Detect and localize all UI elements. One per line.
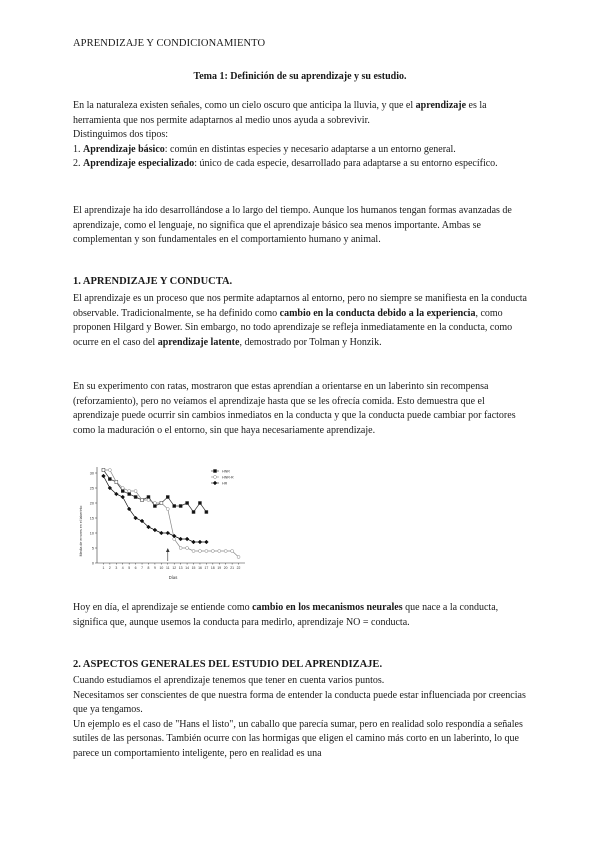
type-specialized-text: : único de cada especie, desarrollado para adaptarse a su entorno específico. xyxy=(194,158,498,170)
data-point-hnr-r xyxy=(205,550,208,553)
type-basic xyxy=(73,143,533,158)
y-tick-label: 0 xyxy=(91,561,94,566)
x-tick-label: 13 xyxy=(178,566,183,570)
type-basic-number: 1. xyxy=(73,143,83,155)
data-point-hnr-r xyxy=(211,550,214,553)
s1-p3-bold: cambio en los mecanismos neurales xyxy=(252,602,403,613)
data-point-hnr-r xyxy=(108,469,111,472)
data-point-hnr-r xyxy=(166,508,169,511)
data-point-hnr xyxy=(205,511,208,514)
data-point-hnr xyxy=(128,493,131,496)
data-point-hnr-r xyxy=(224,550,227,553)
x-tick-label: 3 xyxy=(115,566,118,570)
section-2-heading: 2. ASPECTOS GENERALES DEL ESTUDIO DEL APRENDIZAJE. xyxy=(73,659,383,670)
x-tick-label: 19 xyxy=(217,566,222,570)
section-1-paragraph-2: En su experimento con ratas, mostraron que estas aprendían a orientarse en un laberinto sin recompensa (reforzamiento), pero no veíamos el aprendizaje hasta que se les ofrecía comida. Esto demuestra que el aprendizaje puede ocurrir sin cambios inmediatos en la conducta y que la conducta puede cambiar por factores como la maduración o el entorno, sin que haya necesariamente aprendizaje. xyxy=(73,381,516,436)
data-point-hnr-r xyxy=(198,550,201,553)
x-tick-label: 2 xyxy=(108,566,111,570)
y-tick-label: 20 xyxy=(89,501,94,506)
data-point-hnr-r xyxy=(218,550,221,553)
intro-text-end: es la herramienta que nos permite adaptarnos al medio unos ayuda a sobrevivir. xyxy=(73,100,487,126)
intro-paragraph xyxy=(73,99,533,128)
y-tick-label: 10 xyxy=(89,531,94,536)
s1-text-a: El aprendizaje es un proceso que nos permite adaptarnos al entorno, pero no siempre se manifiesta en la conducta observable. Tradicionalmente, se ha definido como xyxy=(73,293,527,319)
legend-label: HNR xyxy=(222,469,230,474)
data-point-hnr xyxy=(108,478,111,481)
x-tick-label: 8 xyxy=(147,566,150,570)
intro-text: En la naturaleza existen señales, como un cielo oscuro que anticipa la lluvia, y que el xyxy=(73,100,416,111)
x-tick-label: 16 xyxy=(198,566,202,570)
y-tick-label: 15 xyxy=(89,516,94,521)
chart-xlabel: Días xyxy=(168,575,178,580)
data-point-hnr xyxy=(179,505,182,508)
legend-label: HR xyxy=(222,481,228,486)
x-tick-label: 21 xyxy=(230,566,235,570)
data-point-hnr-r xyxy=(141,499,144,502)
data-point-hnr-r xyxy=(179,547,182,550)
intro-paragraph-2: El aprendizaje ha ido desarrollándose a lo largo del tiempo. Aunque los humanos tengan formas avanzadas de aprendizaje, como el lenguaje, no significa que el aprendizaje básico sea menos importante. Ambas se complementan y son fundamentales en el comportamiento humano y animal. xyxy=(73,205,512,246)
type-basic-name: Aprendizaje básico xyxy=(83,143,165,155)
x-tick-label: 20 xyxy=(223,566,228,570)
intro-block xyxy=(73,99,533,172)
x-tick-label: 14 xyxy=(185,566,189,570)
section-2-line-3: Un ejemplo es el caso de "Hans el listo", un caballo que parecía sumar, pero en realidad solo respondía a señales sutiles de las personas. También ocurre con las hormigas que eligen el camino más corto en un laberinto, lo que parece un comportamiento inteligente, pero en realidad es una xyxy=(73,718,523,759)
x-tick-label: 1 xyxy=(102,566,105,570)
x-tick-label: 22 xyxy=(236,566,241,570)
x-tick-label: 9 xyxy=(153,566,156,570)
type-specialized-number: 2. xyxy=(73,158,83,170)
s1-p3-text-a: Hoy en día, el aprendizaje se entiende como xyxy=(73,602,253,613)
data-point-hnr xyxy=(192,511,195,514)
x-tick-label: 10 xyxy=(159,566,164,570)
topic-title: Tema 1: Definición de su aprendizaje y su estudio. xyxy=(193,71,407,82)
data-point-hnr-r xyxy=(134,490,137,493)
section-1-paragraph-3 xyxy=(73,601,533,630)
data-point-hnr-r xyxy=(128,490,131,493)
x-tick-label: 18 xyxy=(210,566,215,570)
data-point-hnr-r xyxy=(153,502,156,505)
s1-bold-definition: cambio en la conducta debido a la experiencia xyxy=(279,307,476,319)
intro-bold: aprendizaje xyxy=(415,100,467,111)
x-tick-label: 17 xyxy=(204,566,209,570)
type-basic-text: : común en distintas especies y necesario adaptarse a un entorno general. xyxy=(164,143,456,155)
data-point-hnr xyxy=(186,502,189,505)
y-tick-label: 5 xyxy=(91,546,94,551)
section-1-heading: 1. APRENDIZAJE Y CONDUCTA. xyxy=(73,276,233,287)
data-point-hnr xyxy=(173,505,176,508)
s1-text-e: , demostrado por Tolman y Honzik. xyxy=(239,336,382,348)
data-point-hnr-r xyxy=(121,487,124,490)
s1-p3-text-c: que nace a la conducta, significa que, aunque usemos la conducta para medirlo, aprendizaje NO = conducta. xyxy=(73,602,499,628)
legend-marker xyxy=(214,476,217,479)
s1-bold-latent: aprendizaje latente xyxy=(157,336,240,348)
x-tick-label: 15 xyxy=(191,566,196,570)
x-tick-label: 11 xyxy=(166,566,170,570)
data-point-hnr-r xyxy=(115,481,118,484)
x-tick-label: 6 xyxy=(134,566,137,570)
data-point-hnr-r xyxy=(102,469,105,472)
data-point-hnr xyxy=(134,496,137,499)
data-point-hnr xyxy=(166,496,169,499)
y-tick-label: 25 xyxy=(89,486,94,491)
legend-label: HNR-R xyxy=(222,475,234,480)
y-tick-label: 30 xyxy=(89,471,94,476)
x-tick-label: 12 xyxy=(172,566,177,570)
data-point-hnr-r xyxy=(186,547,189,550)
data-point-hnr xyxy=(121,490,124,493)
latent-learning-chart xyxy=(73,461,253,587)
chart-ylabel: Media de errores en el laberinto xyxy=(79,505,83,557)
data-point-hnr-r xyxy=(231,550,234,553)
section-2-line-1: Cuando estudiamos el aprendizaje tenemos que tener en cuenta varios puntos. xyxy=(73,675,385,686)
data-point-hnr xyxy=(198,502,201,505)
data-point-hnr-r xyxy=(160,502,163,505)
data-point-hnr xyxy=(147,496,150,499)
section-1-paragraph-1 xyxy=(73,292,533,350)
s1-text-c: , como proponen Hilgard y Bower. Sin embargo, no todo aprendizaje se refleja inmediatamente en la conducta, como ocurre en el caso del xyxy=(73,307,513,348)
type-specialized xyxy=(73,157,533,172)
data-point-hnr-r xyxy=(147,499,150,502)
section-2-line-2: Necesitamos ser conscientes de que nuestra forma de entender la conducta puede estar influenciada por creencias que ya tengamos. xyxy=(73,689,526,716)
section-2-body xyxy=(73,674,533,762)
x-tick-label: 7 xyxy=(141,566,143,570)
types-intro: Distinguimos dos tipos: xyxy=(73,129,169,141)
document-title: APRENDIZAJE Y CONDICIONAMIENTO xyxy=(73,38,266,49)
data-point-hnr xyxy=(153,505,156,508)
x-tick-label: 5 xyxy=(128,566,131,570)
data-point-hnr-r xyxy=(192,550,195,553)
x-tick-label: 4 xyxy=(121,566,124,570)
type-specialized-name: Aprendizaje especializado xyxy=(83,158,195,170)
data-point-hnr-r xyxy=(237,556,240,559)
legend-marker xyxy=(214,470,217,473)
